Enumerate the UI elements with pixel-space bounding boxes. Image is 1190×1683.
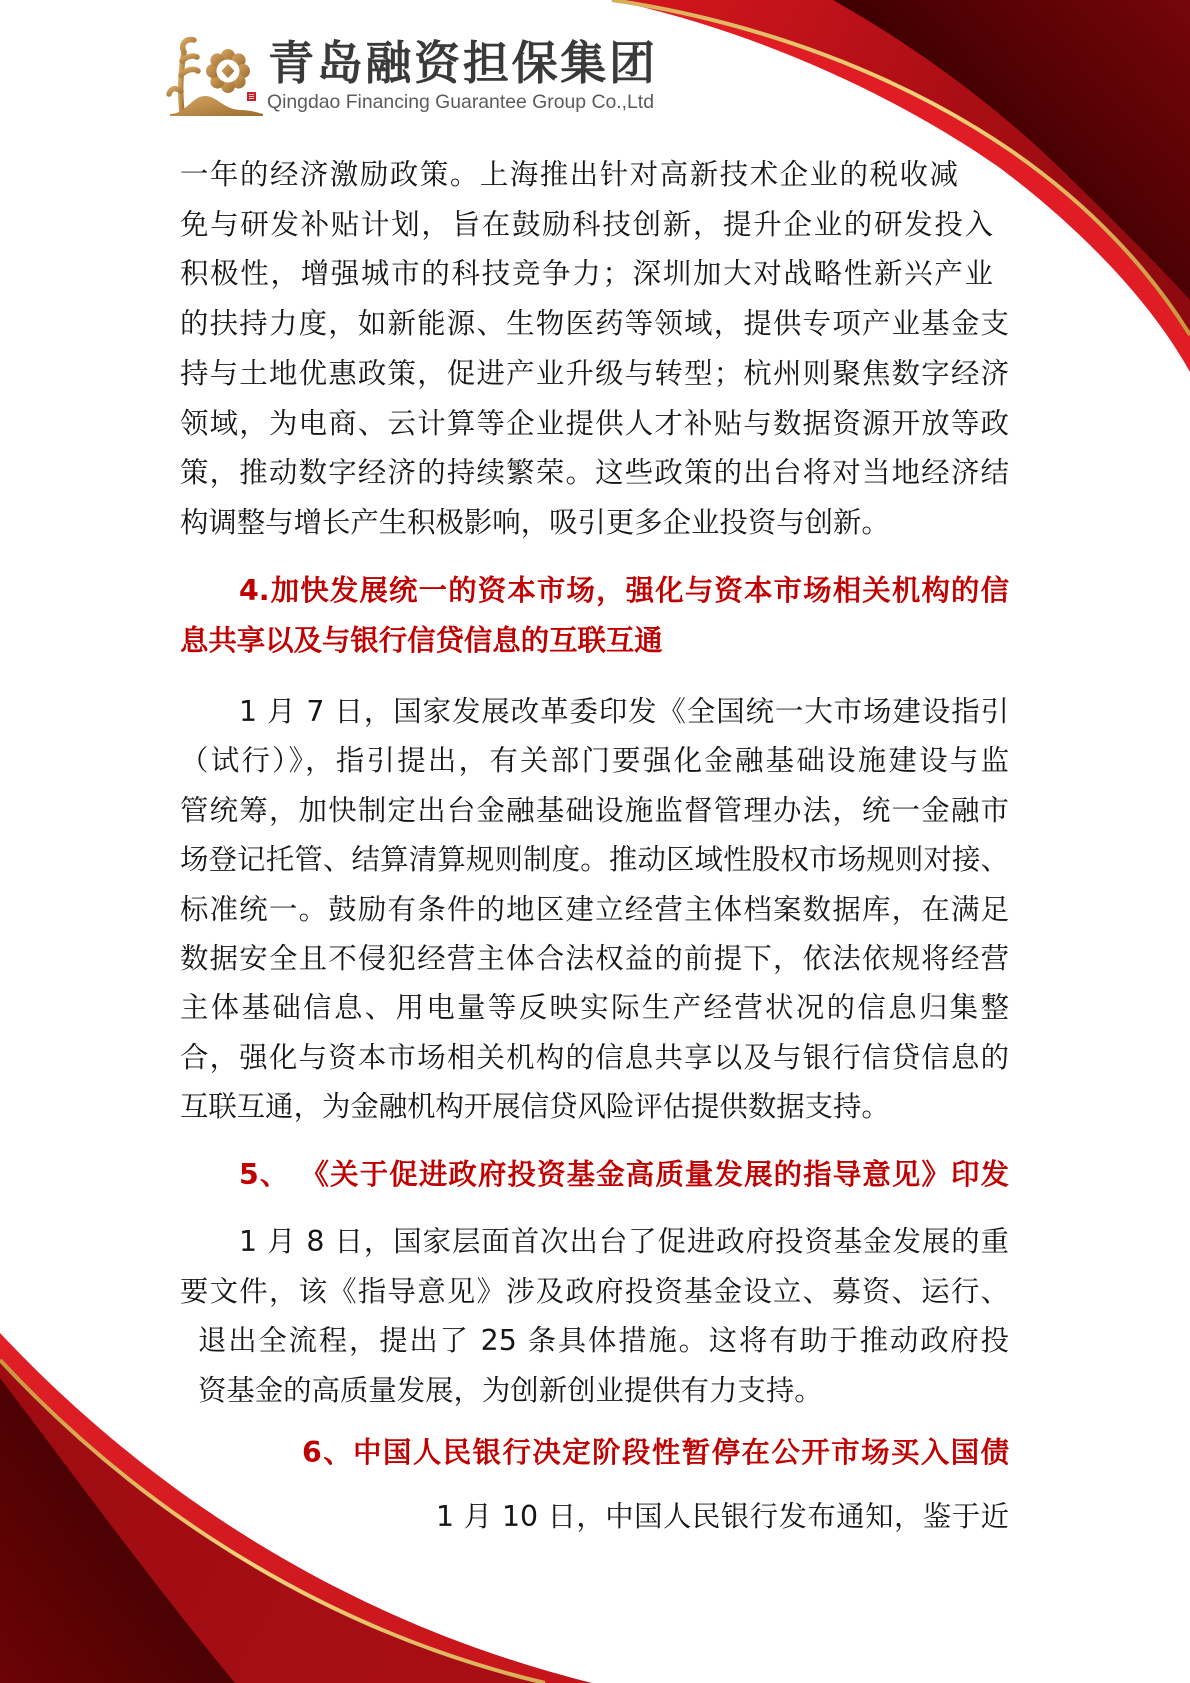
body-text-line: 领域，为电商、云计算等企业提供人才补贴与数据资源开放等政 (180, 406, 1009, 440)
logo-emblem-icon (150, 30, 265, 120)
section-6-heading: 6、中国人民银行决定阶段性暂停在公开市场买入国债 (302, 1436, 1009, 1469)
body-text-line: 合，强化与资本市场相关机构的信息共享以及与银行信贷信息的 (180, 1040, 1009, 1074)
body-text-line: 场登记托管、结算清算规则制度。推动区域性股权市场规则对接、 (180, 843, 1009, 877)
red-seal-icon (247, 92, 256, 101)
body-text-line: 的扶持力度，如新能源、生物医药等领域，提供专项产业基金支 (180, 307, 1009, 341)
coin-flower-icon (206, 49, 250, 93)
body-text-line: 管统筹，加快制定出台金融基础设施监督管理办法，统一金融市 (180, 793, 1009, 827)
body-text-line: 构调整与增长产生积极影响，吸引更多企业投资与创新。 (180, 505, 890, 539)
body-text-line: 1 月 7 日，国家发展改革委印发《全国统一大市场建设指引 (239, 695, 1009, 728)
heading-line: 息共享以及与银行信贷信息的互联互通 (180, 623, 663, 657)
section-5-heading: 5、 《关于促进政府投资基金高质量发展的指导意见》印发 (239, 1158, 1009, 1191)
heading-line: 4.加快发展统一的资本市场，强化与资本市场相关机构的信 (239, 574, 1009, 607)
body-text-line: 策，推动数字经济的持续繁荣。这些政策的出台将对当地经济结 (180, 456, 1009, 490)
body-text-line: 1 月 10 日，中国人民银行发布通知，鉴于近 (436, 1500, 1009, 1533)
company-name-cn: 青岛融资担保集团 (268, 36, 655, 90)
body-text-line: （试行）》，指引提出，有关部门要强化金融基础设施建设与监 (180, 744, 1009, 778)
body-text-line: 主体基础信息、用电量等反映实际生产经营状况的信息归集整 (180, 991, 1009, 1025)
body-text-line: 数据安全且不侵犯经营主体合法权益的前提下，依法依规将经营 (180, 942, 1009, 975)
body-text-line: 资基金的高质量发展，为创新创业提供有力支持。 (198, 1373, 823, 1407)
body-text-line: 免与研发补贴计划，旨在鼓励科技创新，提升企业的研发投入 (180, 207, 993, 241)
body-text-line: 积极性，增强城市的科技竞争力；深圳加大对战略性新兴产业 (180, 257, 993, 291)
body-text-line: 持与土地优惠政策，促进产业升级与转型；杭州则聚焦数字经济 (180, 356, 1009, 390)
body-text-line: 标准统一。鼓励有条件的地区建立经营主体档案数据库，在满足 (180, 892, 1009, 926)
company-name-en: Qingdao Financing Guarantee Group Co.,Ltd (267, 91, 654, 113)
body-text-line: 1 月 8 日，国家层面首次出台了促进政府投资基金发展的重 (239, 1225, 1009, 1258)
body-text-line: 要文件，该《指导意见》涉及政府投资基金设立、募资、运行、 (180, 1274, 1009, 1308)
body-text-line: 退出全流程，提出了 25 条具体措施。这将有助于推动政府投 (198, 1324, 1009, 1358)
body-text-line: 互联互通，为金融机构开展信贷风险评估提供数据支持。 (180, 1090, 890, 1124)
body-text-line: 一年的经济激励政策。上海推出针对高新技术企业的税收减 (180, 158, 958, 191)
